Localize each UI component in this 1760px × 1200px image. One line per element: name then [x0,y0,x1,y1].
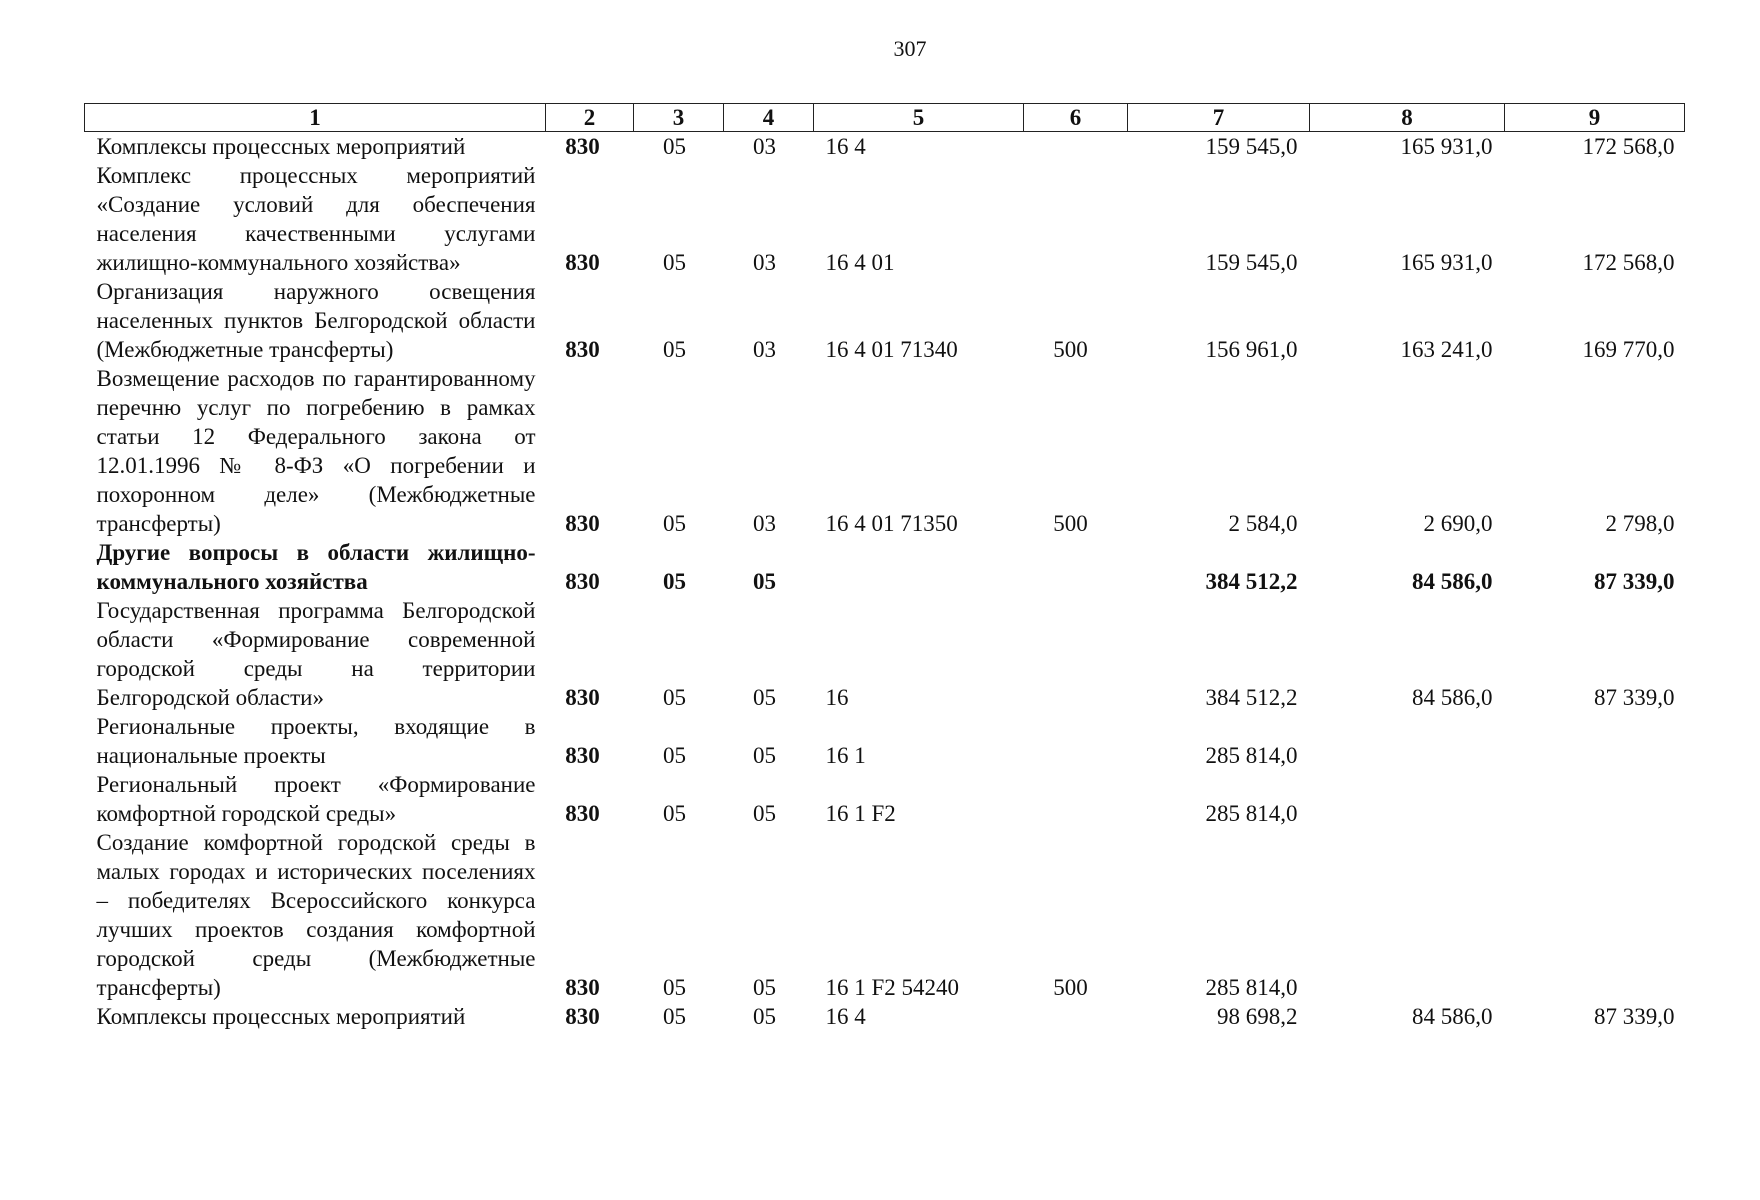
table-row [85,596,1685,712]
table-row [85,712,1685,770]
row-target-article: 16 4 01 [825,250,895,275]
row-subsection-code: 05 [753,743,776,768]
table-row [85,770,1685,828]
row-name: Региональные проекты, входящие в национальные проекты [96,714,536,768]
budget-table-container [84,103,1684,1031]
row-sum-year-1: 2 584,0 [1228,511,1298,536]
row-subsection-code: 03 [753,337,776,362]
row-sum-year-1: 285 814,0 [1205,801,1298,826]
row-sum-year-1: 384 512,2 [1205,569,1298,594]
row-ved-code: 830 [565,511,600,536]
row-expense-type [1024,161,1128,277]
column-header: 3 [634,104,724,132]
row-ved-code: 830 [565,975,600,1000]
row-sum-year-2: 84 586,0 [1412,685,1493,710]
row-subsection-code: 03 [753,134,776,159]
column-header: 5 [814,104,1024,132]
row-section-code: 05 [663,511,686,536]
row-expense-type [1024,1002,1128,1031]
row-ved-code: 830 [565,250,600,275]
column-header: 8 [1310,104,1505,132]
row-target-article: 16 4 01 71340 [825,337,958,362]
row-subsection-code: 03 [753,250,776,275]
row-sum-year-2 [1310,828,1505,1002]
row-sum-year-3: 87 339,0 [1594,1004,1675,1029]
column-header: 2 [546,104,634,132]
row-sum-year-3: 172 568,0 [1582,250,1675,275]
row-sum-year-3 [1505,770,1685,828]
row-sum-year-1: 156 961,0 [1205,337,1298,362]
row-name: Комплекс процессных мероприятий «Создание условий для обеспечения населения качественными услугами жилищно-коммунального хозяйства» [96,163,536,275]
row-sum-year-1: 285 814,0 [1205,743,1298,768]
row-sum-year-3: 87 339,0 [1594,569,1675,594]
row-expense-type [1024,712,1128,770]
row-sum-year-2: 165 931,0 [1400,134,1493,159]
row-sum-year-2: 84 586,0 [1412,1004,1493,1029]
row-sum-year-2: 165 931,0 [1400,250,1493,275]
row-target-article: 16 4 [825,134,866,159]
row-expense-type [1024,770,1128,828]
table-row [85,828,1685,1002]
row-ved-code: 830 [565,569,600,594]
row-ved-code: 830 [565,743,600,768]
column-number-row [85,104,1685,132]
column-header: 4 [724,104,814,132]
table-row [85,1002,1685,1031]
column-header: 7 [1128,104,1310,132]
table-row [85,132,1685,162]
row-name: Комплексы процессных мероприятий [96,1004,466,1029]
row-target-article: 16 1 F2 [825,801,896,826]
row-sum-year-2: 2 690,0 [1423,511,1493,536]
row-section-code: 05 [663,801,686,826]
row-target-article: 16 4 [825,1004,866,1029]
row-name: Региональный проект «Формирование комфортной городской среды» [96,772,536,826]
row-section-code: 05 [663,134,686,159]
row-name: Создание комфортной городской среды в малых городах и исторических поселениях – победителях Всероссийского конкурса лучших проектов создания комфортной городской среды (Межбюджетные трансферты) [96,830,536,1000]
row-name: Другие вопросы в области жилищно-коммунального хозяйства [96,540,536,594]
row-subsection-code: 05 [753,975,776,1000]
table-row [85,364,1685,538]
row-sum-year-1: 159 545,0 [1205,250,1298,275]
row-expense-type: 500 [1053,975,1088,1000]
row-target-article [814,538,1024,596]
table-row [85,161,1685,277]
row-expense-type [1024,596,1128,712]
row-sum-year-1: 98 698,2 [1217,1004,1298,1029]
row-subsection-code: 05 [753,801,776,826]
row-expense-type [1024,132,1128,162]
row-section-code: 05 [663,743,686,768]
row-sum-year-2: 163 241,0 [1400,337,1493,362]
row-sum-year-3: 2 798,0 [1605,511,1675,536]
row-ved-code: 830 [565,801,600,826]
row-target-article: 16 4 01 71350 [825,511,958,536]
row-section-code: 05 [663,1004,686,1029]
table-row [85,277,1685,364]
table-body [85,132,1685,1032]
row-target-article: 16 1 F2 54240 [825,975,960,1000]
row-sum-year-3: 87 339,0 [1594,685,1675,710]
row-target-article: 16 [825,685,849,710]
row-ved-code: 830 [565,1004,600,1029]
row-sum-year-3 [1505,828,1685,1002]
row-sum-year-2 [1310,712,1505,770]
row-section-code: 05 [663,569,686,594]
column-header: 9 [1505,104,1685,132]
row-sum-year-1: 159 545,0 [1205,134,1298,159]
row-ved-code: 830 [565,134,600,159]
row-sum-year-3 [1505,712,1685,770]
row-sum-year-2: 84 586,0 [1412,569,1493,594]
table-header [85,104,1685,132]
row-sum-year-2 [1310,770,1505,828]
row-subsection-code: 05 [753,1004,776,1029]
column-header: 6 [1024,104,1128,132]
row-section-code: 05 [663,337,686,362]
row-expense-type: 500 [1053,337,1088,362]
row-ved-code: 830 [565,685,600,710]
row-sum-year-3: 169 770,0 [1582,337,1675,362]
row-target-article: 16 1 [825,743,866,768]
row-sum-year-3: 172 568,0 [1582,134,1675,159]
row-subsection-code: 05 [753,685,776,710]
row-subsection-code: 03 [753,511,776,536]
budget-table [84,103,1685,1031]
row-section-code: 05 [663,685,686,710]
page-number: 307 [893,36,927,61]
row-name: Комплексы процессных мероприятий [96,134,466,159]
row-expense-type: 500 [1053,511,1088,536]
row-name: Организация наружного освещения населенных пунктов Белгородской области (Межбюджетные трансферты) [96,279,536,362]
row-expense-type [1024,538,1128,596]
row-section-code: 05 [663,975,686,1000]
row-name: Возмещение расходов по гарантированному перечню услуг по погребению в рамках статьи 12 Федерального закона от 12.01.1996 № 8-ФЗ «О погребении и похоронном деле» (Межбюджетные трансферты) [96,366,536,536]
column-header: 1 [85,104,546,132]
row-section-code: 05 [663,250,686,275]
row-name: Государственная программа Белгородской области «Формирование современной городской среды на территории Белгородской области» [96,598,536,710]
table-row [85,538,1685,596]
row-subsection-code: 05 [753,569,776,594]
row-sum-year-1: 285 814,0 [1205,975,1298,1000]
row-sum-year-1: 384 512,2 [1205,685,1298,710]
row-ved-code: 830 [565,337,600,362]
